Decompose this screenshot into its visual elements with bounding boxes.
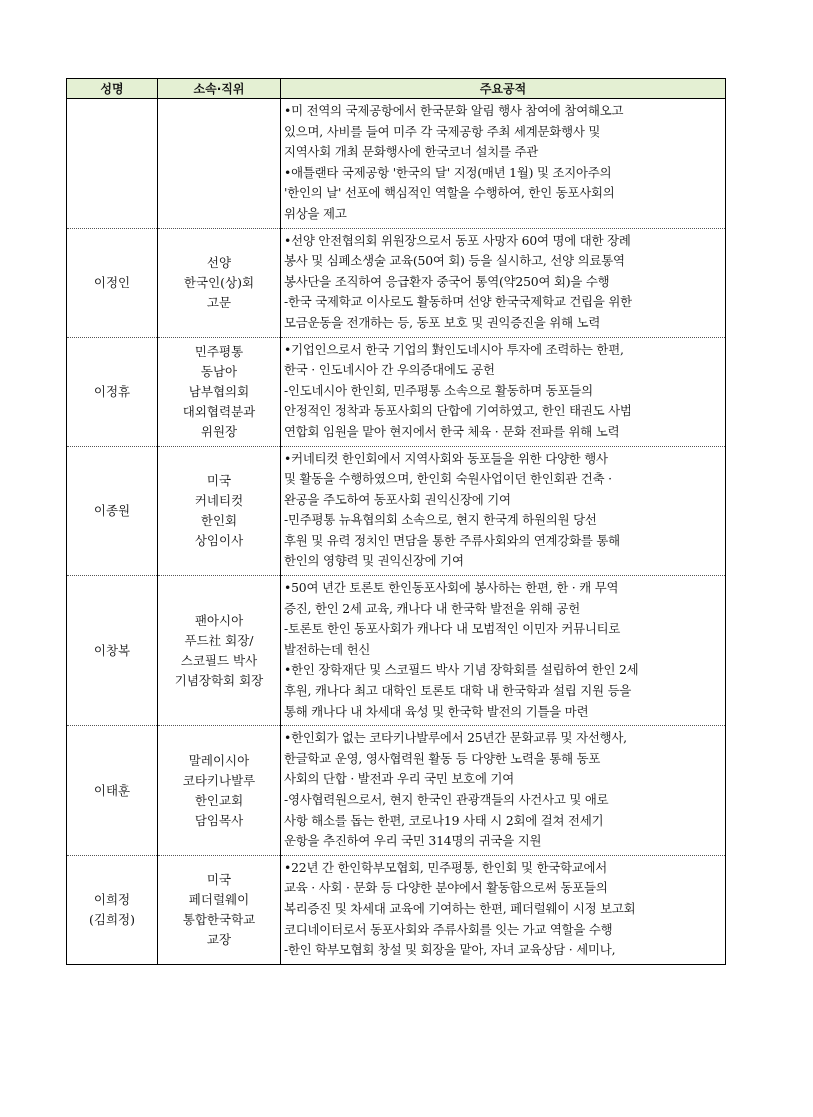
- achievement-line: •한인 장학재단 및 스코필드 박사 기념 장학회를 설립하여 한인 2세: [284, 662, 639, 678]
- achievement-line: •커네티컷 한인회에서 지역사회와 동포들을 위한 다양한 행사: [284, 450, 608, 466]
- affiliation-cell: [158, 855, 281, 964]
- achievement-line: 증진, 한인 2세 교육, 캐나다 내 한국학 발전을 위해 공헌: [284, 600, 580, 616]
- achievement-line: 운항을 추진하여 우리 국민 314명의 귀국을 지원: [284, 833, 542, 849]
- affiliation-cell: [158, 228, 281, 337]
- affiliation-line: 미국: [206, 472, 232, 488]
- achievements-cell: [281, 576, 726, 726]
- achievement-line: -한인 학부모협회 창설 및 회장을 맡아, 자녀 교육상담 · 세미나,: [284, 942, 616, 958]
- table-row: [67, 446, 726, 576]
- name-line: (김희정): [89, 911, 135, 927]
- header-affiliation: 소속·직위: [158, 79, 281, 99]
- name-line: 이희정: [93, 891, 131, 907]
- achievement-line: •애틀랜타 국제공항 '한국의 달' 지정(매년 1월) 및 조지아주의: [284, 164, 612, 180]
- achievement-line: 위상을 제고: [284, 205, 347, 221]
- table-body: [67, 99, 726, 965]
- achievement-line: 후원 및 유력 정치인 면담을 통한 주류사회와의 연계강화를 통해: [284, 532, 620, 548]
- affiliation-line: 기념장학회 회장: [174, 672, 264, 688]
- table-row: [67, 228, 726, 337]
- affiliation-line: 담임목사: [194, 812, 244, 828]
- achievement-line: 한인의 영향력 및 권익신장에 기여: [284, 553, 464, 569]
- affiliation-line: 푸드社 회장/: [184, 632, 254, 648]
- affiliation-line: 선양: [206, 254, 232, 270]
- achievement-line: 안정적인 정착과 동포사회의 단합에 기여하였고, 한인 태권도 사범: [284, 403, 632, 419]
- achievement-line: 지역사회 개최 문화행사에 한국코너 설치를 주관: [284, 144, 539, 160]
- awardee-table: [66, 78, 726, 965]
- achievement-line: -토론토 한인 동포사회가 캐나다 내 모범적인 이민자 커뮤니티로: [284, 621, 621, 637]
- name-cell: [67, 855, 158, 964]
- achievement-line: •50여 년간 토론토 한인동포사회에 봉사하는 한편, 한 · 캐 무역: [284, 580, 619, 596]
- table-row: [67, 576, 726, 726]
- achievement-line: •기업인으로서 한국 기업의 對인도네시아 투자에 조력하는 한편,: [284, 341, 624, 357]
- affiliation-line: 코타키나발루: [182, 772, 256, 788]
- achievements-cell: [281, 855, 726, 964]
- achievement-line: 사항 해소를 돕는 한편, 코로나19 사태 시 2회에 걸쳐 전세기: [284, 812, 604, 828]
- name-cell: [67, 576, 158, 726]
- affiliation-line: 동남아: [200, 363, 238, 379]
- achievement-line: 통해 캐나다 내 차세대 육성 및 한국학 발전의 기틀을 마련: [284, 703, 589, 719]
- affiliation-cell: [158, 337, 281, 446]
- achievement-line: 봉사단을 조직하여 응급환자 중국어 통역(약250여 회)을 수행: [284, 273, 610, 289]
- achievement-line: 연합회 임원을 맡아 현지에서 한국 체육 · 문화 전파를 위해 노력: [284, 423, 620, 439]
- affiliation-line: 고문: [206, 294, 232, 310]
- affiliation-line: 한국인(상)회: [183, 274, 255, 290]
- achievement-line: 및 활동을 수행하였으며, 한인회 숙원사업이던 한인회관 건축 ·: [284, 471, 612, 487]
- achievements-cell: [281, 726, 726, 856]
- achievement-line: 사회의 단합 · 발전과 우리 국민 보호에 기여: [284, 771, 514, 787]
- affiliation-line: 페더럴웨이: [188, 891, 250, 907]
- affiliation-line: 커네티컷: [194, 492, 244, 508]
- achievement-line: '한인의 날' 선포에 핵심적인 역할을 수행하여, 한인 동포사회의: [284, 185, 615, 201]
- affiliation-line: 말레이시아: [188, 752, 250, 768]
- affiliation-line: 미국: [206, 871, 232, 887]
- name-line: 이정휴: [93, 383, 131, 399]
- affiliation-line: 대외협력분과: [182, 403, 256, 419]
- name-line: 이종원: [93, 502, 131, 518]
- name-line: 이태훈: [93, 782, 131, 798]
- achievement-line: -인도네시아 한인회, 민주평통 소속으로 활동하며 동포들의: [284, 382, 593, 398]
- achievement-line: •한인회가 없는 코타키나발루에서 25년간 문화교류 및 자선행사,: [284, 730, 627, 746]
- affiliation-line: 민주평통: [194, 343, 244, 359]
- achievement-line: 발전하는데 헌신: [284, 641, 371, 657]
- achievement-line: 한국 · 인도네시아 간 우의증대에도 공헌: [284, 362, 495, 378]
- achievement-line: •미 전역의 국제공항에서 한국문화 알림 행사 참여에 참여해오고: [284, 103, 624, 118]
- affiliation-cell: [158, 99, 281, 229]
- name-cell: [67, 99, 158, 229]
- name-line: 이창복: [93, 642, 131, 658]
- achievement-line: -한국 국제학교 이사로도 활동하며 선양 한국국제학교 건립을 위한: [284, 294, 632, 310]
- affiliation-line: 상임이사: [194, 532, 244, 548]
- achievement-line: 복리증진 및 차세대 교육에 기여하는 한편, 페더럴웨이 시정 보고회: [284, 900, 636, 916]
- table-row: [67, 726, 726, 856]
- name-line: 이정인: [93, 274, 131, 290]
- affiliation-line: 스코필드 박사: [180, 652, 258, 668]
- affiliation-line: 교장: [206, 931, 232, 947]
- affiliation-line: 위원장: [200, 423, 238, 439]
- achievement-line: •22년 간 한인학부모협회, 민주평통, 한인회 및 한국학교에서: [284, 859, 608, 875]
- affiliation-cell: [158, 576, 281, 726]
- achievement-line: 모금운동을 전개하는 등, 동포 보호 및 권익증진을 위해 노력: [284, 314, 601, 330]
- achievement-line: 코디네이터로서 동포사회와 주류사회를 잇는 가교 역할을 수행: [284, 921, 613, 937]
- achievement-line: 있으며, 사비를 들여 미주 각 국제공항 주최 세계문화행사 및: [284, 123, 601, 139]
- name-cell: [67, 228, 158, 337]
- achievements-cell: [281, 337, 726, 446]
- table-row: [67, 855, 726, 964]
- affiliation-line: 남부협의회: [188, 383, 250, 399]
- header-name: 성명: [67, 79, 158, 99]
- affiliation-cell: [158, 446, 281, 576]
- achievements-cell: [281, 446, 726, 576]
- achievement-line: -영사협력원으로서, 현지 한국인 관광객들의 사건사고 및 애로: [284, 792, 609, 807]
- name-cell: [67, 337, 158, 446]
- header-achievements: 주요공적: [281, 79, 726, 99]
- achievement-line: 완공을 주도하여 동포사회 권익신장에 기여: [284, 491, 511, 507]
- affiliation-line: 팬아시아: [194, 612, 244, 628]
- table-row: [67, 337, 726, 446]
- table-row: [67, 99, 726, 229]
- achievement-line: 교육 · 사회 · 문화 등 다양한 분야에서 활동함으로써 동포들의: [284, 880, 608, 896]
- affiliation-line: 한인교회: [194, 792, 244, 808]
- achievement-line: 후원, 캐나다 최고 대학인 토론토 대학 내 한국학과 설립 지원 등을: [284, 683, 632, 699]
- achievement-line: -민주평통 뉴욕협의회 소속으로, 현지 한국계 하원의원 당선: [284, 512, 597, 528]
- achievement-line: 한글학교 운영, 영사협력원 활동 등 다양한 노력을 통해 동포: [284, 750, 601, 766]
- affiliation-cell: [158, 726, 281, 856]
- name-cell: [67, 446, 158, 576]
- achievement-line: •선양 안전협의회 위원장으로서 동포 사망자 60여 명에 대한 장례: [284, 232, 631, 248]
- name-cell: [67, 726, 158, 856]
- header-row: [67, 79, 726, 99]
- achievements-cell: [281, 99, 726, 229]
- achievement-line: 봉사 및 심폐소생술 교육(50여 회) 등을 실시하고, 선양 의료통역: [284, 253, 625, 269]
- affiliation-line: 한인회: [200, 512, 238, 528]
- affiliation-line: 통합한국학교: [182, 911, 256, 927]
- achievements-cell: [281, 228, 726, 337]
